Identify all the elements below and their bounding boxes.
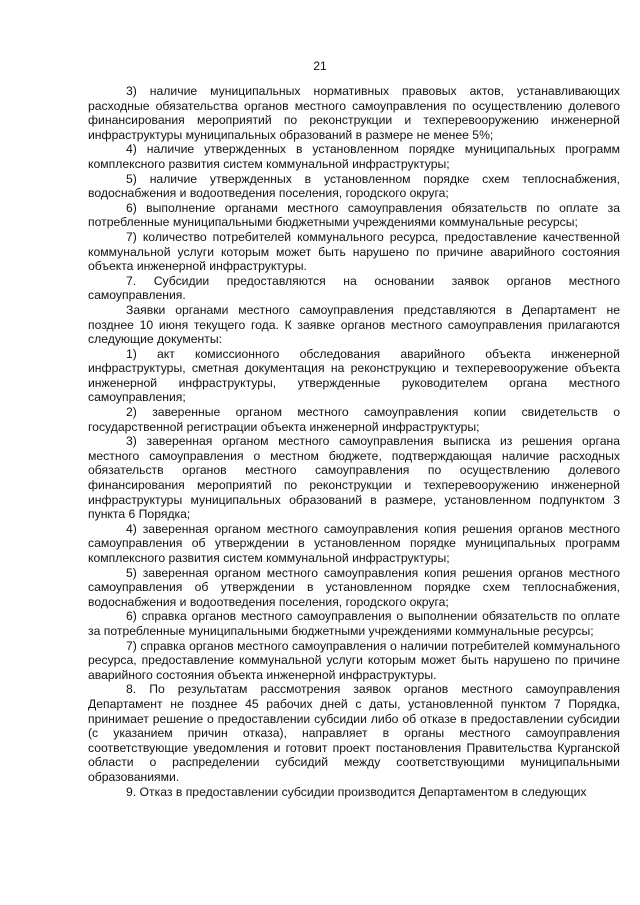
- page-number: 21: [313, 59, 327, 73]
- paragraph-document-7: 7) справка органов местного самоуправления о наличии потребителей коммунального ресурса, предоставление коммунальной услуги которым может быть нарушено по причине аварийного состояния объекта инженерной инфраструктуры.: [88, 638, 620, 682]
- paragraph-criterion-4: 4) наличие утвержденных в установленном порядке муниципальных программ комплексного развития систем коммунальной инфраструктуры;: [88, 142, 620, 171]
- paragraph-criterion-3: 3) наличие муниципальных нормативных правовых актов, устанавливающих расходные обязательства органов местного самоуправления по осуществлению долевого финансирования мероприятий по реконструкции и техперевооружению инженерной инфраструктуры муниципальных образований в размере не менее 5%;: [88, 84, 620, 142]
- paragraph-clause-7: 7. Субсидии предоставляются на основании заявок органов местного самоуправления.: [88, 273, 620, 303]
- paragraph-criterion-5: 5) наличие утвержденных в установленном порядке схем теплоснабжения, водоснабжения и водоотведения поселения, городского округа;: [88, 171, 620, 201]
- document-body: [88, 84, 620, 799]
- paragraph-document-6: 6) справка органов местного самоуправления о выполнении обязательств по оплате за потребленные муниципальными бюджетными учреждениями коммунальные ресурсы;: [88, 609, 620, 638]
- paragraph-clause-8: 8. По результатам рассмотрения заявок органов местного самоуправления Департамент не позднее 45 рабочих дней с даты, установленной пунктом 7 Порядка, принимает решение о предоставлении субсидии либо об отказе в предоставлении субсидии (с указанием причин отказа), направляет в органы местного самоуправления соответствующие уведомления и готовит проект постановления Правительства Курганской области о распределении субсидий между соответствующими муниципальными образованиями.: [88, 682, 620, 784]
- paragraph-document-2: 2) заверенные органом местного самоуправления копии свидетельств о государственной регистрации объекта инженерной инфраструктуры;: [88, 405, 620, 434]
- paragraph-criterion-7: 7) количество потребителей коммунального ресурса, предоставление качественной коммунальной услуги которым может быть нарушено по причине аварийного состояния объекта инженерной инфраструктуры.: [88, 229, 620, 274]
- paragraph-document-3: 3) заверенная органом местного самоуправления выписка из решения органа местного самоуправления о местном бюджете, подтверждающая наличие расходных обязательств органов местного самоуправления по осуществлению долевого финансирования мероприятий по реконструкции и техперевооружению инженерной инфраструктуры муниципальных образований в размере, установленном подпунктом 3 пункта 6 Порядка;: [88, 434, 620, 522]
- paragraph-document-1: 1) акт комиссионного обследования аварийного объекта инженерной инфраструктуры, сметная документация на реконструкцию и техперевооружение объекта инженерной инфраструктуры, утвержденные руководителем органа местного самоуправления;: [88, 346, 620, 405]
- paragraph-document-4: 4) заверенная органом местного самоуправления копия решения органов местного самоуправления об утверждении в установленном порядке муниципальных программ комплексного развития систем коммунальной инфраструктуры;: [88, 521, 620, 565]
- paragraph-document-5: 5) заверенная органом местного самоуправления копия решения органов местного самоуправления об утверждении в установленном порядке схем теплоснабжения, водоснабжения и водоотведения поселения, городского округа;: [88, 565, 620, 609]
- paragraph-clause-9: 9. Отказ в предоставлении субсидии производится Департаментом в следующих: [126, 784, 587, 799]
- paragraph-criterion-6: 6) выполнение органами местного самоуправления обязательств по оплате за потребленные муниципальными бюджетными учреждениями коммунальные ресурсы;: [88, 200, 620, 230]
- paragraph-applications: Заявки органами местного самоуправления представляются в Департамент не позднее 10 июня текущего года. К заявке органов местного самоуправления прилагаются следующие документы:: [88, 302, 620, 347]
